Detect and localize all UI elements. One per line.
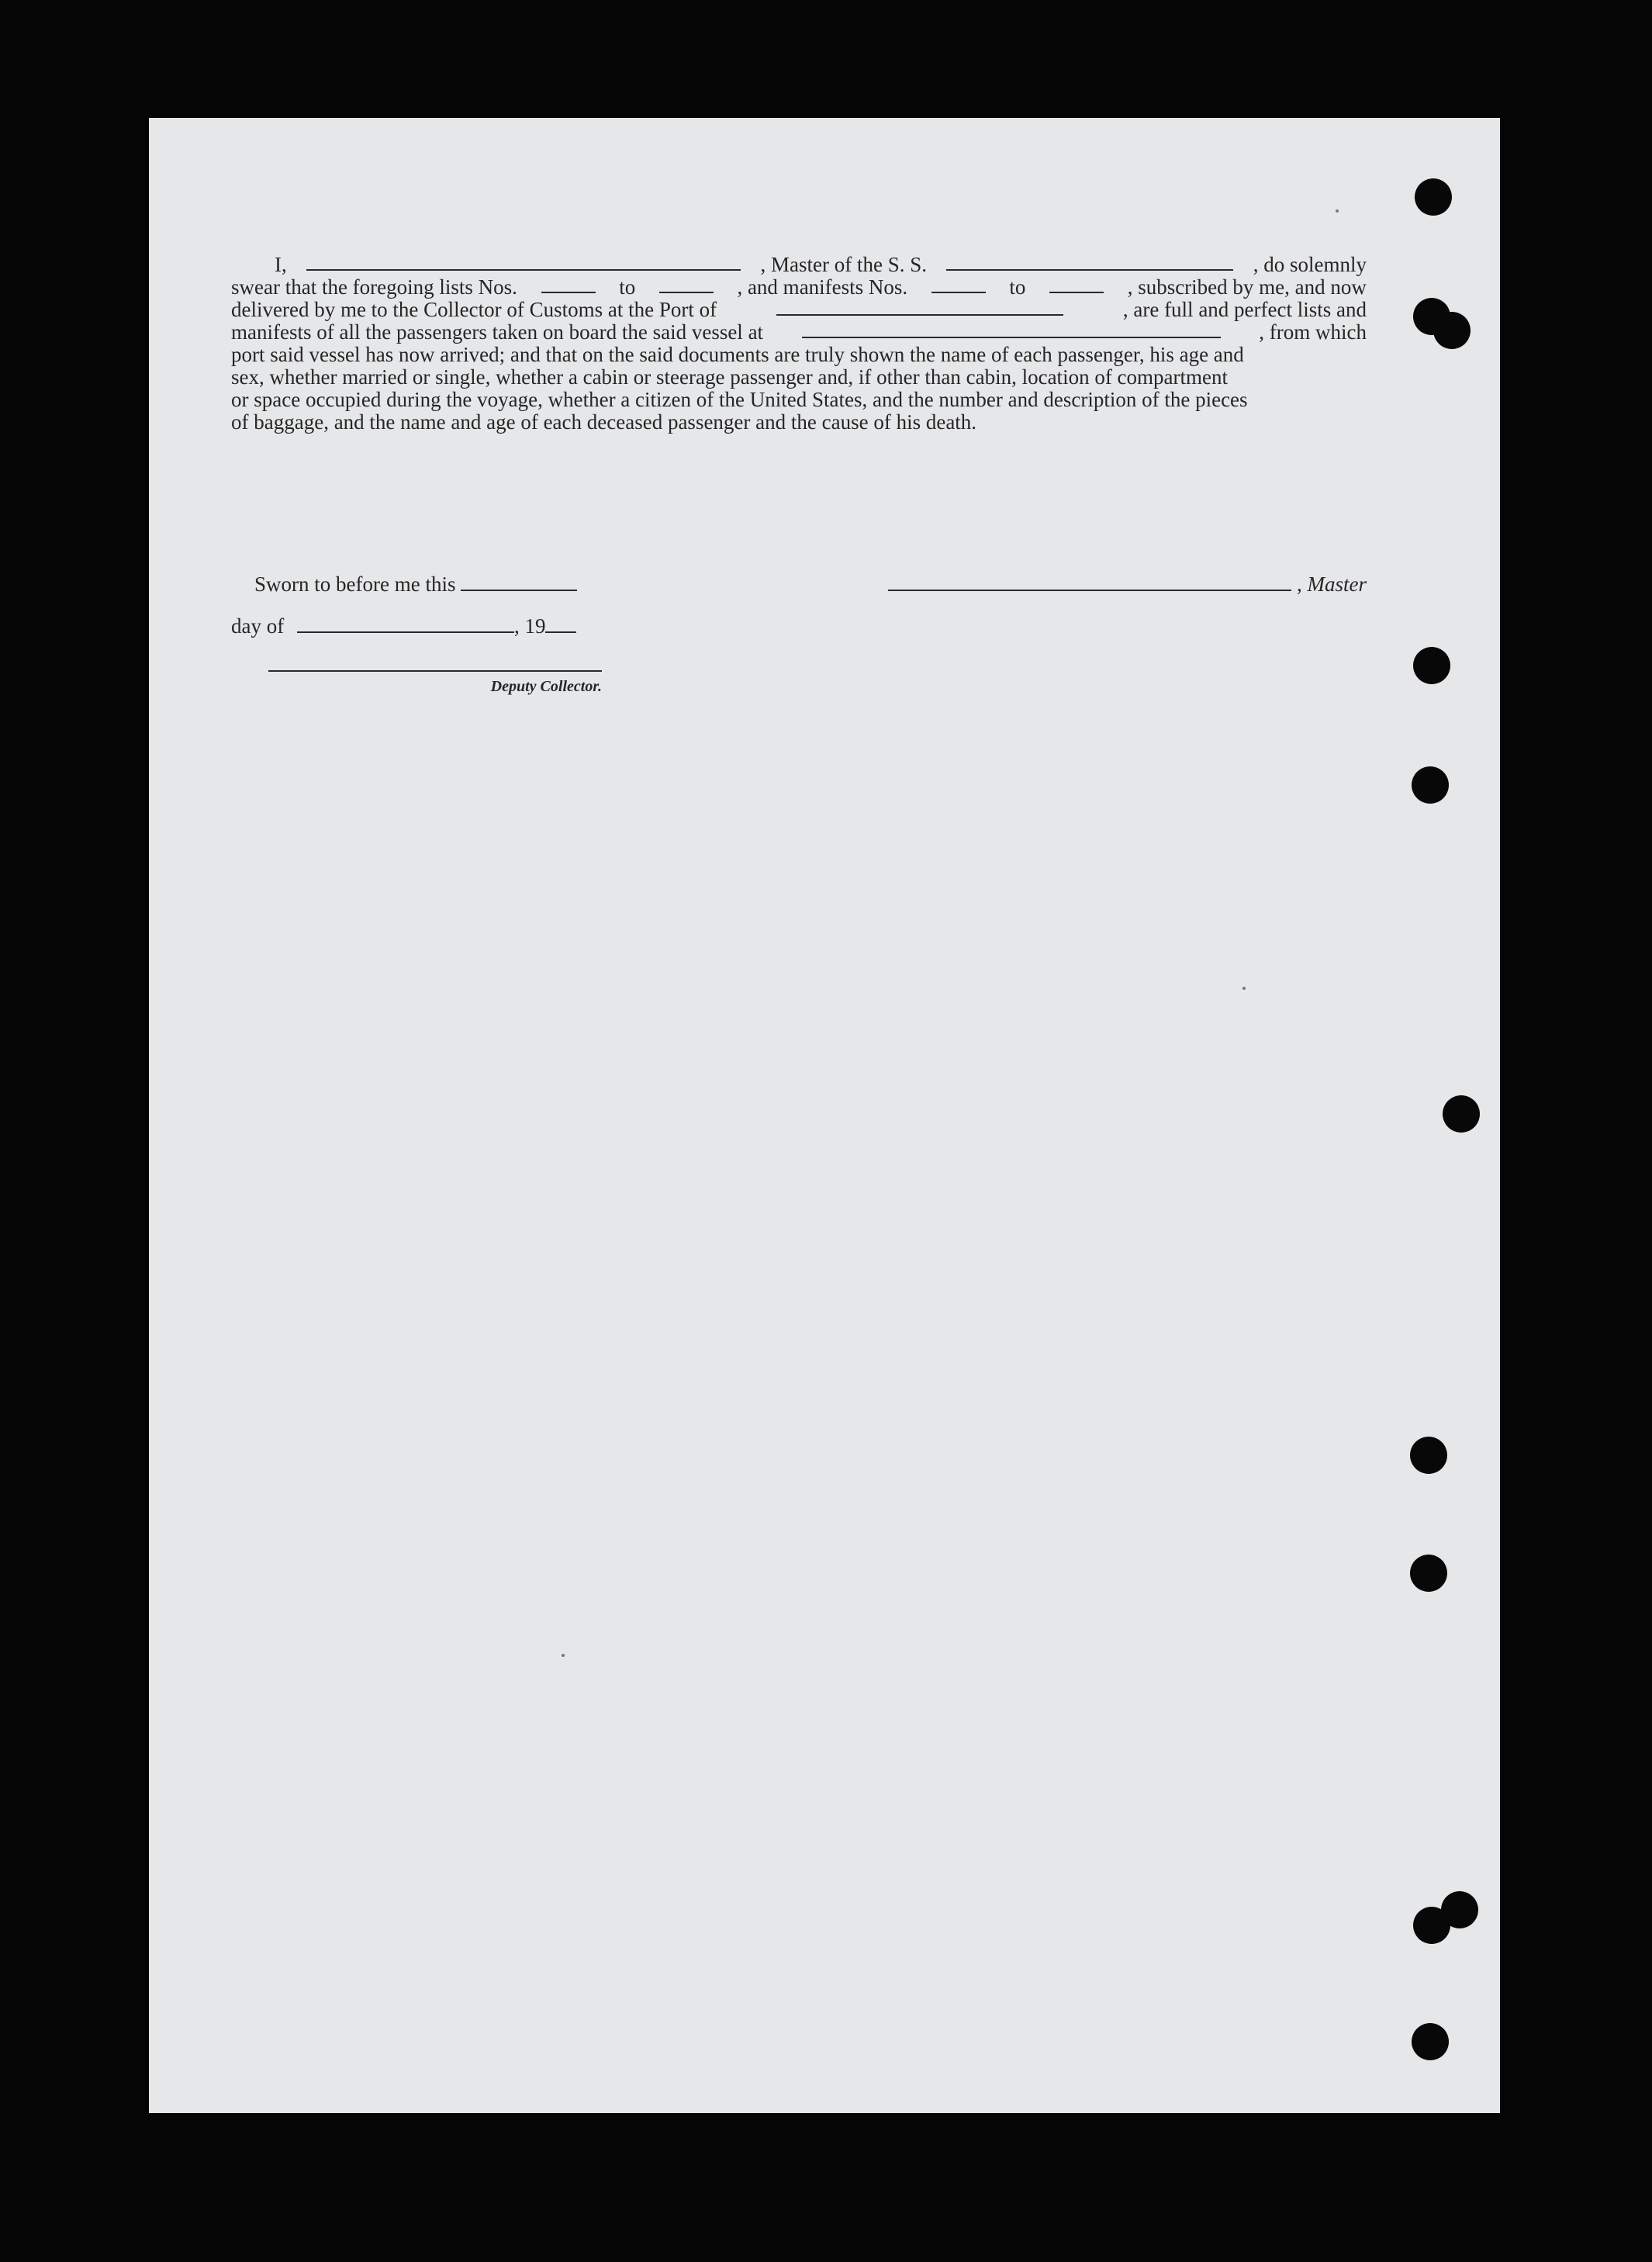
list-to-blank — [659, 276, 714, 293]
manifest-page — [149, 118, 1500, 2113]
sworn-text: Sworn to before me this — [254, 572, 456, 596]
oath-to: to — [1009, 275, 1026, 299]
oath-i: I, — [275, 253, 287, 276]
oath-do-solemnly: , do solemnly — [1253, 253, 1367, 276]
speck — [562, 1654, 565, 1657]
oath-paragraph — [231, 254, 1367, 434]
punch-hole — [1412, 2023, 1449, 2060]
oath-line-6 — [231, 366, 1367, 389]
year-blank — [545, 616, 576, 633]
oath-line-4 — [231, 321, 1367, 344]
year-prefix: , 19 — [513, 614, 546, 638]
oath-text: of baggage, and the name and age of each deceased passenger and the cause of his death. — [231, 410, 977, 434]
oath-subscribed: , subscribed by me, and now — [1127, 275, 1367, 299]
deputy-collector-signature-line — [268, 670, 602, 672]
port-blank — [776, 299, 1063, 316]
date-line — [231, 614, 576, 638]
oath-line-3 — [231, 299, 1367, 321]
punch-hole — [1443, 1095, 1480, 1133]
list-from-blank — [541, 276, 596, 293]
oath-line-8 — [231, 411, 1367, 434]
oath-manifests: manifests of all the passengers taken on board the said vessel at — [231, 320, 764, 344]
month-blank — [297, 616, 514, 633]
departure-port-blank — [802, 321, 1221, 338]
speck — [1242, 987, 1246, 990]
master-name-blank — [306, 254, 741, 271]
deputy-collector-label: Deputy Collector. — [490, 678, 602, 695]
oath-line-1 — [231, 254, 1367, 276]
sworn-day-blank — [461, 574, 577, 591]
oath-text: port said vessel has now arrived; and that on the said documents are truly shown the name of each passenger, his age and — [231, 343, 1244, 366]
oath-line-5 — [231, 344, 1367, 366]
punch-hole — [1415, 178, 1452, 216]
oath-and-manifests: , and manifests Nos. — [737, 275, 908, 299]
master-label: , Master — [1297, 572, 1367, 596]
speck — [1336, 209, 1339, 213]
oath-line-2 — [231, 276, 1367, 299]
manifest-from-blank — [931, 276, 986, 293]
oath-to: to — [619, 275, 636, 299]
master-signature-blank — [888, 574, 1291, 591]
sworn-line — [231, 572, 577, 597]
oath-master-of-ss: , Master of the S. S. — [760, 253, 927, 276]
oath-delivered: delivered by me to the Collector of Customs at the Port of — [231, 298, 717, 321]
punch-hole — [1413, 1907, 1450, 1944]
punch-hole — [1410, 1437, 1447, 1474]
ship-name-blank — [946, 254, 1233, 271]
oath-line-7 — [231, 389, 1367, 411]
punch-hole — [1412, 766, 1449, 804]
day-of-label: day of — [231, 614, 285, 638]
oath-text: sex, whether married or single, whether a cabin or steerage passenger and, if other than cabin, location of compartment — [231, 365, 1229, 389]
manifest-to-blank — [1049, 276, 1104, 293]
oath-text: or space occupied during the voyage, whether a citizen of the United States, and the number and description of the pieces — [231, 388, 1248, 411]
master-signature — [888, 572, 1367, 597]
punch-hole — [1413, 647, 1450, 684]
oath-full: , are full and perfect lists and — [1122, 298, 1367, 321]
oath-swear: swear that the foregoing lists Nos. — [231, 275, 517, 299]
punch-hole — [1433, 312, 1471, 349]
oath-from-which: , from which — [1259, 320, 1367, 344]
punch-hole — [1410, 1555, 1447, 1592]
